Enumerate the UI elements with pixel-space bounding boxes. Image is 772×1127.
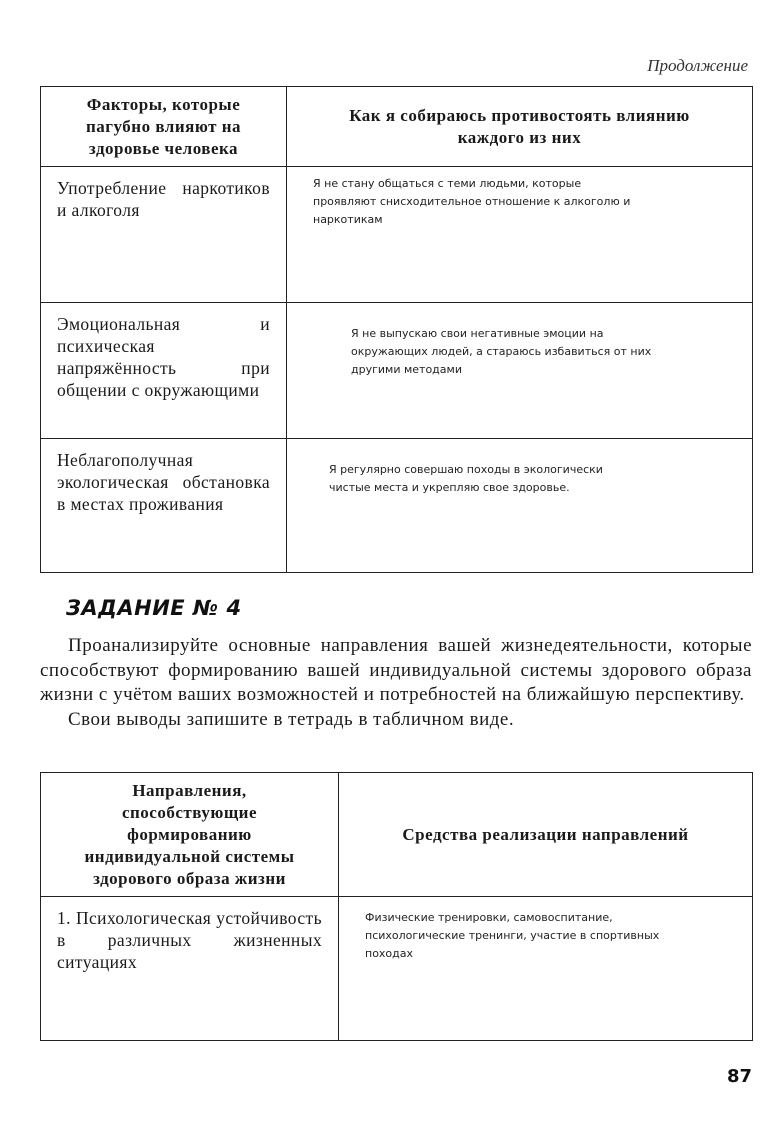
handwritten-answer: Я регулярно совершаю походы в экологически чистые места и укрепляю свое здоровье. — [329, 463, 603, 494]
col-header-means-text: Средства реализации направлений — [402, 824, 689, 844]
page-number: 87 — [726, 1066, 752, 1087]
table-row — [41, 303, 753, 439]
answer-cell — [287, 439, 753, 573]
col-header-counteraction-text: Как я собираюсь противостоять влиянию каждого из них — [349, 105, 690, 147]
col-header-means — [339, 773, 753, 897]
continuation-label: Продолжение — [647, 56, 748, 75]
answer-cell — [287, 167, 753, 303]
table-row — [41, 439, 753, 573]
table-header-row — [41, 773, 753, 897]
table-header-row — [41, 87, 753, 167]
factor-cell: Употребление наркотиков и алкоголя — [41, 167, 287, 303]
col-header-directions-text: Направления, способствующие формированию индивидуальной системы здорового образа жизни — [84, 780, 295, 888]
means-cell — [339, 897, 753, 1041]
task-instructions — [40, 634, 752, 732]
table-row — [41, 167, 753, 303]
factors-table — [40, 86, 753, 573]
handwritten-answer: Я не стану общаться с теми людьми, которые проявляют снисходительное отношение к алкоголю и наркотикам — [313, 177, 631, 226]
col-header-factors — [41, 87, 287, 167]
direction-cell: 1. Психологическая устойчивость в различных жизненных ситуациях — [41, 897, 339, 1041]
task-paragraph: Свои выводы запишите в тетрадь в табличном виде. — [68, 708, 515, 730]
task-heading: ЗАДАНИЕ № 4 — [66, 596, 242, 620]
col-header-directions — [41, 773, 339, 897]
answer-cell — [287, 303, 753, 439]
col-header-counteraction — [287, 87, 753, 167]
handwritten-answer: Я не выпускаю свои негативные эмоции на окружающих людей, а стараюсь избавиться от них другими методами — [351, 327, 652, 376]
directions-table — [40, 772, 753, 1041]
task-paragraph: Проанализируйте основные направления вашей жизнедеятельности, которые способствуют формированию вашей индивидуальной системы здорового образа жизни с учётом ваших возможностей и потребностей на ближайшую перспективу. — [40, 635, 752, 705]
factor-cell: Неблагополучная экологическая обстановка в местах проживания — [41, 439, 287, 573]
factor-cell: Эмоциональная и психическая напряжённость при общении с окружающими — [41, 303, 287, 439]
col-header-factors-text: Факторы, которые пагубно влияют на здоровье человека — [86, 94, 241, 158]
table-row — [41, 897, 753, 1041]
handwritten-answer: Физические тренировки, самовоспитание, психологические тренинги, участие в спортивных походах — [365, 911, 660, 960]
